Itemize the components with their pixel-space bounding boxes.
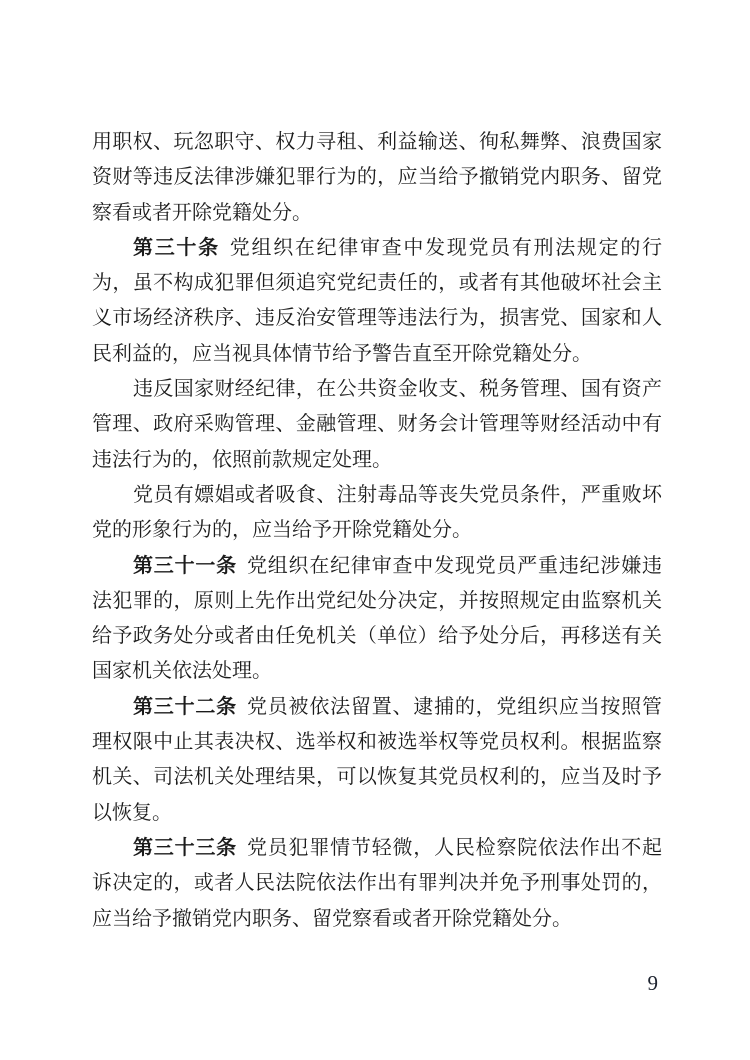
text-line: 义市场经济秩序、违反治安管理等违法行为，损害党、国家和人 xyxy=(92,307,662,330)
paragraph xyxy=(92,231,662,372)
article-number: 第三十二条 xyxy=(133,695,237,718)
page-number: 9 xyxy=(647,971,658,995)
text-line: 资财等违反法律涉嫌犯罪行为的，应当给予撤销党内职务、留党 xyxy=(92,166,662,189)
text-line: 管理、政府采购管理、金融管理、财务会计管理等财经活动中有 xyxy=(92,413,662,436)
text-line: 理权限中止其表决权、选举权和被选举权等党员权利。根据监察 xyxy=(92,731,662,754)
text-line: 第三十条 党组织在纪律审查中发现党员有刑法规定的行 xyxy=(133,236,663,259)
paragraph xyxy=(92,372,662,478)
text-line: 党的形象行为的，应当给予开除党籍处分。 xyxy=(92,519,472,542)
text-line: 第三十一条 党组织在纪律审查中发现党员严重违纪涉嫌违 xyxy=(133,554,663,577)
text-line: 法犯罪的，原则上先作出党纪处分决定，并按照规定由监察机关 xyxy=(92,589,662,612)
article-number: 第三十一条 xyxy=(133,554,237,577)
paragraph xyxy=(92,478,662,549)
text-line: 违法行为的，依照前款规定处理。 xyxy=(92,448,392,471)
article-number: 第三十条 xyxy=(133,236,220,259)
paragraph xyxy=(92,690,662,831)
text-line: 以恢复。 xyxy=(92,801,172,824)
text-line: 第三十二条 党员被依法留置、逮捕的，党组织应当按照管 xyxy=(133,695,663,718)
text-line: 第三十三条 党员犯罪情节轻微，人民检察院依法作出不起 xyxy=(133,836,663,859)
text-line: 给予政务处分或者由任免机关（单位）给予处分后，再移送有关 xyxy=(92,625,662,648)
text-line: 为，虽不构成犯罪但须追究党纪责任的，或者有其他破坏社会主 xyxy=(92,272,662,295)
text-line: 察看或者开除党籍处分。 xyxy=(92,201,312,224)
paragraph xyxy=(92,549,662,690)
text-line: 党员有嫖娼或者吸食、注射毒品等丧失党员条件，严重败坏 xyxy=(133,483,662,506)
text-line: 民利益的，应当视具体情节给予警告直至开除党籍处分。 xyxy=(92,342,592,365)
document-body xyxy=(92,125,662,937)
text-line: 应当给予撤销党内职务、留党察看或者开除党籍处分。 xyxy=(92,907,572,930)
text-line: 机关、司法机关处理结果，可以恢复其党员权利的，应当及时予 xyxy=(92,766,662,789)
paragraph xyxy=(92,831,662,937)
text-line: 国家机关依法处理。 xyxy=(92,660,272,683)
text-line: 诉决定的，或者人民法院依法作出有罪判决并免予刑事处罚的， xyxy=(92,872,662,895)
text-line: 违反国家财经纪律，在公共资金收支、税务管理、国有资产 xyxy=(133,378,662,401)
paragraph xyxy=(92,125,662,231)
article-number: 第三十三条 xyxy=(133,836,237,859)
text-line: 用职权、玩忽职守、权力寻租、利益输送、徇私舞弊、浪费国家 xyxy=(92,131,662,153)
